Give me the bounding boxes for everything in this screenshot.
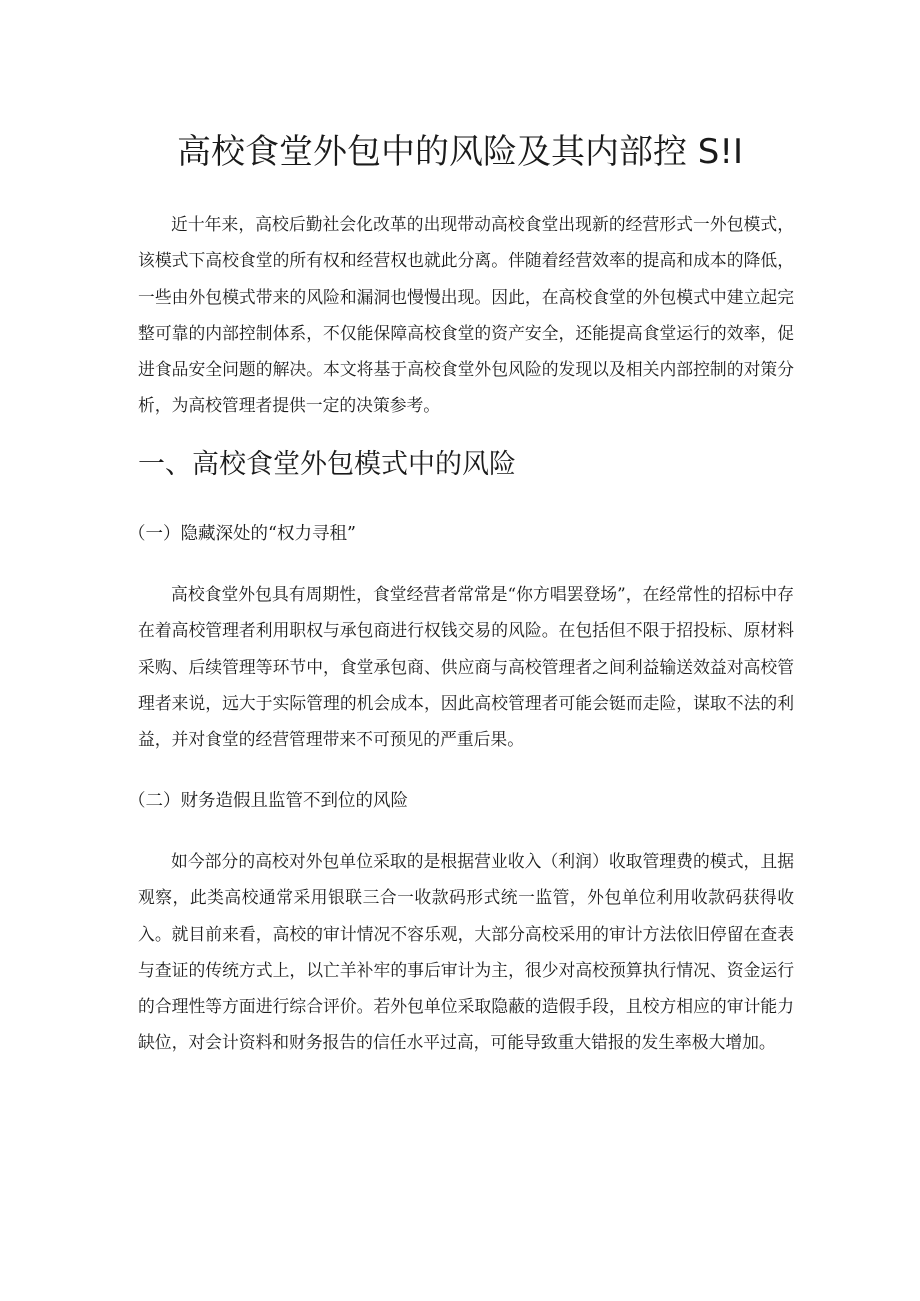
intro-paragraph: 近十年来，高校后勤社会化改革的出现带动高校食堂出现新的经营形式一外包模式，该模式下高校食堂的所有权和经营权也就此分离。伴随着经营效率的提高和成本的降低，一些由外包模式带来的风险和漏洞也慢慢出现。因此，在高校食堂的外包模式中建立起完整可靠的内部控制体系，不仅能保障高校食堂的资产安全，还能提高食堂运行的效率，促进食品安全问题的解决。本文将基于高校食堂外包风险的发现以及相关内部控制的对策分析，为高校管理者提供一定的决策参考。 [138, 214, 794, 416]
subsection-heading-financial-fraud: （二）财务造假且监管不到位的风险 [128, 791, 408, 811]
document-title: 高校食堂外包中的风险及其内部控 S!I [176, 132, 744, 172]
financial-fraud-paragraph: 如今部分的高校对外包单位采取的是根据营业收入（利润）收取管理费的模式，且据观察，此类高校通常采用银联三合一收款码形式统一监管，外包单位利用收款码获得收入。就目前来看，高校的审计情况不容乐观，大部分高校采用的审计方法依旧停留在查表与查证的传统方式上，以亡羊补牢的事后审计为主，很少对高校预算执行情况、资金运行的合理性等方面进行综合评价。若外包单位采取隐蔽的造假手段，且校方相应的审计能力缺位，对会计资料和财务报告的信任水平过高，可能导致重大错报的发生率极大增加。 [138, 851, 794, 1053]
rent-seeking-paragraph: 高校食堂外包具有周期性，食堂经营者常常是“你方唱罢登场”，在经常性的招标中存在着高校管理者利用职权与承包商进行权钱交易的风险。在包括但不限于招投标、原材料采购、后续管理等环节中，食堂承包商、供应商与高校管理者之间利益输送效益对高校管理者来说，远大于实际管理的机会成本，因此高校管理者可能会铤而走险，谋取不法的利益，并对食堂的经营管理带来不可预见的严重后果。 [138, 584, 794, 750]
subsection-heading-rent-seeking: （一）隐藏深处的“权力寻租” [128, 524, 356, 544]
section-heading-risks: 一、高校食堂外包模式中的风险 [138, 449, 516, 480]
